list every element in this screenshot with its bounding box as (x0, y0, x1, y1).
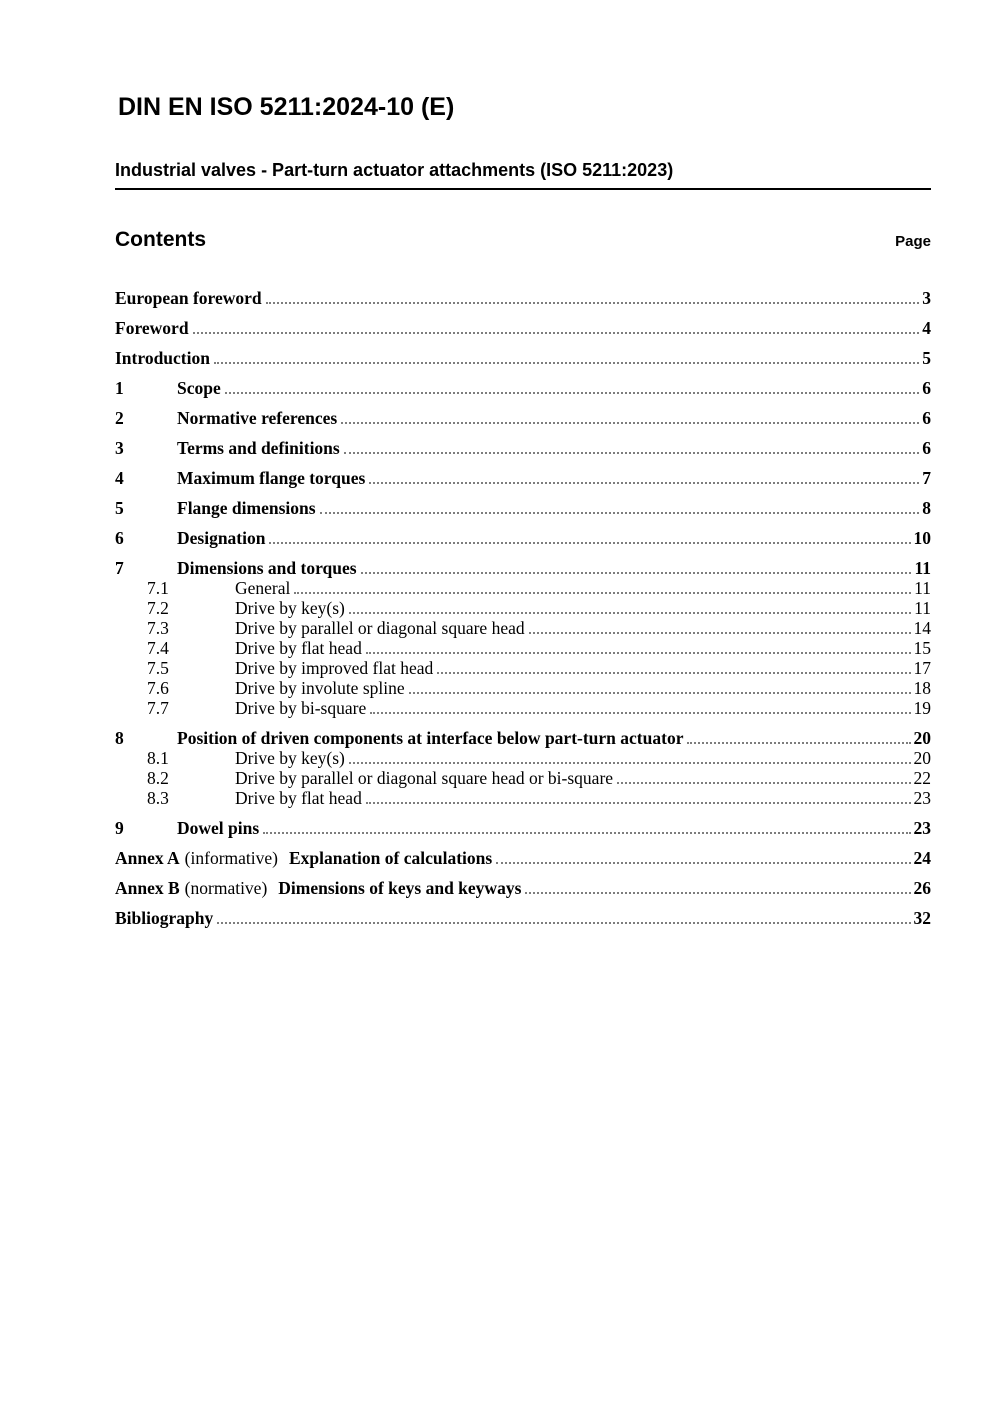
toc-entry (115, 658, 931, 678)
toc-entry (115, 908, 931, 928)
toc-entry-page: 11 (914, 578, 931, 598)
toc-entry-page: 7 (922, 468, 931, 488)
toc-entry-number: 1 (115, 378, 124, 398)
toc-entry-page: 5 (922, 348, 931, 368)
dot-leader (193, 332, 920, 334)
dot-leader (617, 782, 910, 784)
dot-leader (269, 542, 910, 544)
toc-entry (115, 408, 931, 428)
toc-entry-label: Flange dimensions (177, 498, 316, 518)
toc-entry (115, 678, 931, 698)
toc-entry (115, 288, 931, 308)
toc-entry (115, 598, 931, 618)
toc-entry-page: 15 (913, 638, 931, 658)
table-of-contents (115, 288, 931, 928)
toc-entry-label: Drive by parallel or diagonal square head or bi-square (235, 768, 614, 788)
annex-qualifier: (normative) (184, 878, 268, 898)
toc-entry-number: 7.7 (147, 698, 169, 718)
toc-entry-label: Drive by key(s) (235, 748, 345, 768)
dot-leader (225, 392, 920, 394)
toc-entry-label: Explanation of calculations (288, 848, 493, 868)
toc-entry-number: 4 (115, 468, 124, 488)
dot-leader (263, 832, 910, 834)
toc-entry (115, 378, 931, 398)
toc-entry (115, 348, 931, 368)
document-title: Industrial valves - Part-turn actuator attachments (ISO 5211:2023) (115, 160, 931, 190)
toc-entry-number: 5 (115, 498, 124, 518)
toc-entry-label: Introduction (115, 348, 210, 368)
dot-leader (496, 862, 910, 864)
toc-entry-label: Drive by flat head (235, 788, 362, 808)
toc-entry-label: Designation (177, 528, 266, 548)
annex-name: Annex A (115, 848, 180, 868)
toc-entry-page: 24 (913, 848, 931, 868)
toc-entry-number: 8.3 (147, 788, 169, 808)
dot-leader (366, 652, 911, 654)
toc-entry (115, 788, 931, 808)
toc-entry-number: 6 (115, 528, 124, 548)
toc-entry-page: 11 (914, 558, 931, 578)
toc-entry (115, 528, 931, 548)
dot-leader (525, 892, 910, 894)
toc-entry-page: 17 (913, 658, 931, 678)
toc-entry-page: 6 (922, 378, 931, 398)
toc-entry-number: 7.6 (147, 678, 169, 698)
toc-entry-label: Dimensions and torques (177, 558, 357, 578)
annex-name: Annex B (115, 878, 180, 898)
dot-leader (361, 572, 912, 574)
toc-entry (115, 728, 931, 748)
toc-entry-label: Drive by flat head (235, 638, 362, 658)
toc-entry-page: 32 (913, 908, 931, 928)
toc-entry-number: 9 (115, 818, 124, 838)
toc-entry-page: 3 (922, 288, 931, 308)
toc-entry-label: Drive by improved flat head (235, 658, 434, 678)
toc-entry (115, 318, 931, 338)
toc-entry-label: General (235, 578, 291, 598)
toc-entry-page: 6 (922, 438, 931, 458)
toc-entry-page: 14 (913, 618, 931, 638)
toc-entry (115, 498, 931, 518)
document-id: DIN EN ISO 5211:2024-10 (E) (118, 93, 455, 121)
toc-entry-page: 8 (922, 498, 931, 518)
toc-entry-label: Foreword (115, 318, 189, 338)
toc-entry-label: Maximum flange torques (177, 468, 366, 488)
toc-entry (115, 618, 931, 638)
toc-entry (115, 768, 931, 788)
toc-entry-page: 20 (913, 728, 931, 748)
toc-entry-page: 26 (913, 878, 931, 898)
toc-entry-number: 7 (115, 558, 124, 578)
toc-entry-number: 3 (115, 438, 124, 458)
toc-entry-number: 7.5 (147, 658, 169, 678)
toc-entry-page: 10 (913, 528, 931, 548)
toc-entry-page: 19 (913, 698, 931, 718)
toc-entry-label: Terms and definitions (177, 438, 340, 458)
dot-leader (437, 672, 910, 674)
toc-entry (115, 558, 931, 578)
dot-leader (214, 362, 919, 364)
dot-leader (349, 762, 911, 764)
toc-entry (115, 698, 931, 718)
annex-qualifier: (informative) (184, 848, 278, 868)
toc-entry-number: 2 (115, 408, 124, 428)
toc-entry-number: 7.1 (147, 578, 169, 598)
dot-leader (266, 302, 920, 304)
toc-entry-label: Dimensions of keys and keyways (278, 878, 522, 898)
toc-entry (115, 878, 931, 898)
toc-entry-page: 23 (913, 788, 931, 808)
toc-entry-number: 7.2 (147, 598, 169, 618)
toc-entry (115, 818, 931, 838)
toc-entry-label: Bibliography (115, 908, 214, 928)
toc-entry-number: 8.1 (147, 748, 169, 768)
dot-leader (370, 712, 910, 714)
dot-leader (687, 742, 910, 744)
toc-entry-label: Drive by key(s) (235, 598, 345, 618)
toc-entry (115, 438, 931, 458)
dot-leader (529, 632, 911, 634)
toc-entry-page: 6 (922, 408, 931, 428)
toc-entry-page: 11 (914, 598, 931, 618)
dot-leader (366, 802, 911, 804)
dot-leader (349, 612, 911, 614)
toc-entry (115, 578, 931, 598)
toc-entry-label: Dowel pins (177, 818, 260, 838)
toc-entry-number: 8 (115, 728, 124, 748)
toc-entry-page: 22 (913, 768, 931, 788)
toc-entry-label: Drive by involute spline (235, 678, 405, 698)
toc-entry-page: 20 (913, 748, 931, 768)
toc-entry-page: 18 (913, 678, 931, 698)
toc-entry-page: 23 (913, 818, 931, 838)
toc-entry-label: Normative references (177, 408, 338, 428)
page-column-label: Page (895, 233, 931, 250)
toc-entry-number: 7.4 (147, 638, 169, 658)
toc-entry-label: Drive by bi-square (235, 698, 367, 718)
toc-entry (115, 848, 931, 868)
toc-entry (115, 748, 931, 768)
toc-entry-label: Scope (177, 378, 221, 398)
dot-leader (341, 422, 919, 424)
contents-header (115, 228, 931, 252)
toc-entry-page: 4 (922, 318, 931, 338)
dot-leader (320, 512, 920, 514)
toc-entry-number: 7.3 (147, 618, 169, 638)
dot-leader (294, 592, 911, 594)
toc-entry-label: European foreword (115, 288, 262, 308)
dot-leader (409, 692, 911, 694)
dot-leader (217, 922, 910, 924)
dot-leader (369, 482, 919, 484)
contents-heading: Contents (115, 228, 206, 251)
toc-entry-number: 8.2 (147, 768, 169, 788)
toc-entry-label: Position of driven components at interface below part-turn actuator (177, 728, 684, 748)
toc-entry (115, 638, 931, 658)
dot-leader (344, 452, 920, 454)
toc-entry-label: Drive by parallel or diagonal square head (235, 618, 525, 638)
toc-entry (115, 468, 931, 488)
